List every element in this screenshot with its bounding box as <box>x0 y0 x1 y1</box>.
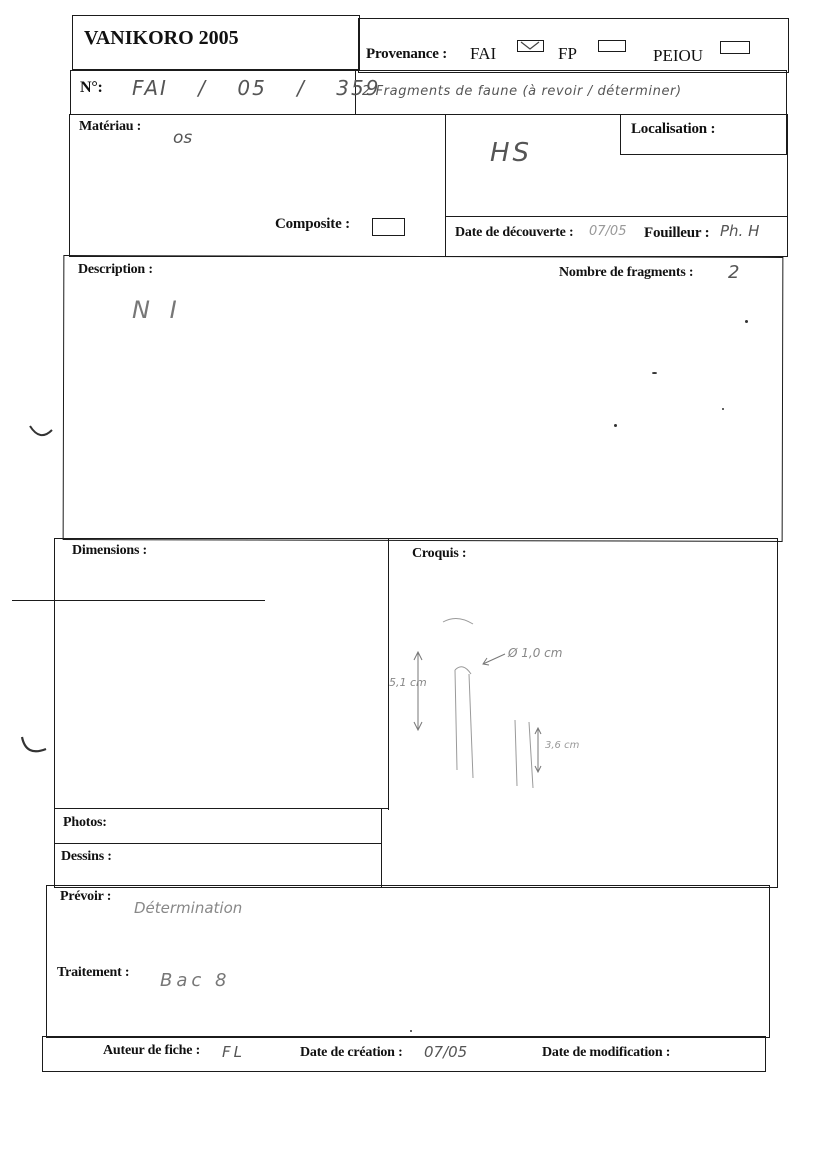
sketch-arrow-height <box>414 652 422 730</box>
check-mark-icon <box>518 41 542 51</box>
scan-speck <box>410 1030 412 1032</box>
materiau-value[interactable]: os <box>173 128 193 148</box>
materiau-label: Matériau : <box>79 119 142 134</box>
sketch-arrow-diameter <box>483 654 505 665</box>
decouverte-divider <box>445 216 787 217</box>
dessins-top-line <box>54 843 382 844</box>
croquis-label: Croquis : <box>412 546 467 561</box>
traitement-value[interactable]: Bac 8 <box>160 970 231 991</box>
number-note[interactable]: 2 Fragments de faune (à revoir / déterminer) <box>362 84 682 99</box>
localisation-value[interactable]: HS <box>490 138 533 168</box>
scan-speck <box>745 320 748 323</box>
auteur-label: Auteur de fiche : <box>103 1043 201 1058</box>
binder-hole-icon <box>18 733 50 759</box>
composite-label: Composite : <box>275 216 350 232</box>
provenance-label: Provenance : <box>366 46 448 62</box>
croquis-height1: 5,1 cm <box>389 676 427 689</box>
scan-speck <box>614 424 617 427</box>
binder-hole-icon <box>26 420 56 444</box>
option-fp-label: FP <box>558 44 577 63</box>
number-value[interactable]: FAI / 05 / 359 <box>132 76 381 100</box>
materiau-divider <box>445 114 446 257</box>
sketch-arrow-height2 <box>535 728 541 772</box>
croquis-diameter: Ø 1,0 cm <box>508 646 563 660</box>
sketch-top-outline <box>443 618 473 624</box>
prevoir-label: Prévoir : <box>60 889 112 904</box>
scan-speck <box>722 408 724 410</box>
sketch-fragment-1 <box>455 667 473 778</box>
localisation-label: Localisation : <box>631 121 716 137</box>
photos-label: Photos: <box>63 815 107 830</box>
number-label: N°: <box>80 79 103 96</box>
scan-speck <box>652 372 657 374</box>
decouverte-date-value[interactable]: 07/05 <box>589 224 627 239</box>
stray-line <box>12 600 265 601</box>
fragments-value[interactable]: 2 <box>728 262 740 283</box>
description-label: Description : <box>78 262 153 277</box>
dimensions-label: Dimensions : <box>72 543 147 558</box>
croquis-height2: 3,6 cm <box>545 740 580 751</box>
option-fai-checkbox[interactable] <box>517 40 544 52</box>
fouilleur-label: Fouilleur : <box>644 225 710 241</box>
traitement-label: Traitement : <box>57 965 130 980</box>
option-fp-checkbox[interactable] <box>598 40 626 52</box>
fragments-label: Nombre de fragments : <box>559 265 694 280</box>
option-peiou-checkbox[interactable] <box>720 41 750 54</box>
photos-divider <box>381 808 382 888</box>
sketch-fragment-2 <box>515 720 533 788</box>
croquis-sketch <box>385 610 615 790</box>
modification-label: Date de modification : <box>542 1045 671 1060</box>
creation-label: Date de création : <box>300 1045 403 1060</box>
prevoir-value[interactable]: Détermination <box>134 899 243 917</box>
auteur-value[interactable]: FL <box>222 1043 245 1061</box>
option-peiou-label: PEIOU <box>653 46 704 65</box>
creation-value[interactable]: 07/05 <box>424 1043 468 1061</box>
photos-top-line <box>54 808 388 809</box>
fouilleur-value[interactable]: Ph. H <box>720 222 760 240</box>
dessins-label: Dessins : <box>61 849 112 864</box>
composite-checkbox[interactable] <box>372 218 405 236</box>
decouverte-date-label: Date de découverte : <box>455 225 574 240</box>
option-fai-label: FAI <box>470 44 497 63</box>
form-title: VANIKORO 2005 <box>84 27 239 49</box>
description-value[interactable]: N I <box>132 296 183 324</box>
